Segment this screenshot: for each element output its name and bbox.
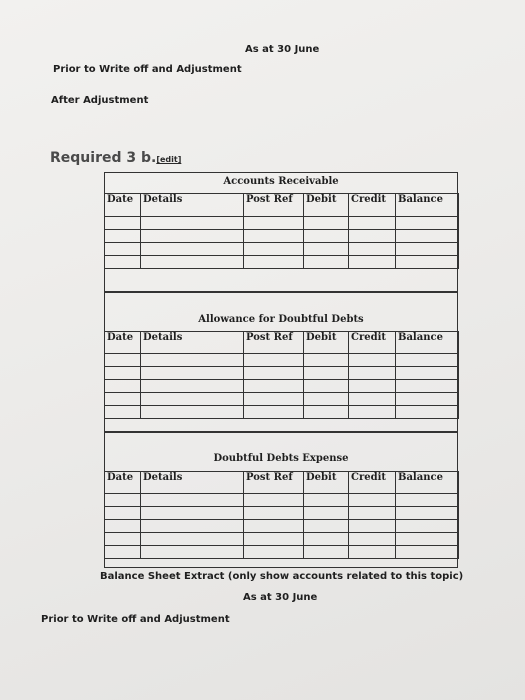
ledger-table: [104, 471, 459, 559]
table-row: [105, 546, 459, 559]
col-post-ref: Post Ref: [244, 332, 304, 354]
col-post-ref: Post Ref: [244, 194, 304, 217]
col-balance: Balance: [396, 332, 459, 354]
prior-heading: Prior to Write off and Adjustment: [53, 64, 242, 75]
table-row: [105, 354, 459, 367]
col-balance: Balance: [396, 194, 459, 217]
table-row: [105, 507, 459, 520]
col-date: Date: [105, 332, 141, 354]
col-balance: Balance: [396, 472, 459, 494]
col-debit: Debit: [304, 194, 349, 217]
balance-sheet-heading: Balance Sheet Extract (only show accounts related to this topic): [100, 571, 464, 582]
ledger-title: Allowance for Doubtful Debts: [198, 314, 364, 325]
ledger-title: Doubtful Debts Expense: [213, 453, 349, 464]
table-row: [105, 217, 459, 230]
table-row: [105, 533, 459, 546]
col-details: Details: [141, 194, 244, 217]
required-label: Required 3 b.: [50, 150, 157, 166]
col-credit: Credit: [349, 472, 396, 494]
table-row: [105, 230, 459, 243]
ledger-table: [104, 331, 459, 419]
col-credit: Credit: [349, 332, 396, 354]
edit-link[interactable]: [edit]: [156, 155, 182, 164]
col-credit: Credit: [349, 194, 396, 217]
table-row: [105, 393, 459, 406]
table-row: [105, 406, 459, 419]
ledger-title: Accounts Receivable: [223, 176, 339, 187]
table-row: [105, 520, 459, 533]
ledger-doubtful-debts-expense: [104, 432, 458, 568]
table-row: [105, 367, 459, 380]
col-post-ref: Post Ref: [244, 472, 304, 494]
ledger-accounts-receivable: [104, 172, 458, 292]
ledger-table: [104, 193, 459, 269]
as-at-date: As at 30 June: [245, 44, 320, 55]
col-date: Date: [105, 472, 141, 494]
table-row: [105, 380, 459, 393]
col-details: Details: [141, 332, 244, 354]
balance-sheet-prior-heading: Prior to Write off and Adjustment: [41, 614, 230, 625]
table-row: [105, 494, 459, 507]
balance-sheet-as-at: As at 30 June: [243, 592, 318, 603]
col-details: Details: [141, 472, 244, 494]
col-debit: Debit: [304, 472, 349, 494]
required-heading: [50, 147, 181, 166]
ledger-allowance-doubtful-debts: [104, 292, 458, 432]
col-debit: Debit: [304, 332, 349, 354]
col-date: Date: [105, 194, 141, 217]
table-row: [105, 256, 459, 269]
after-heading: After Adjustment: [51, 95, 149, 106]
table-row: [105, 243, 459, 256]
